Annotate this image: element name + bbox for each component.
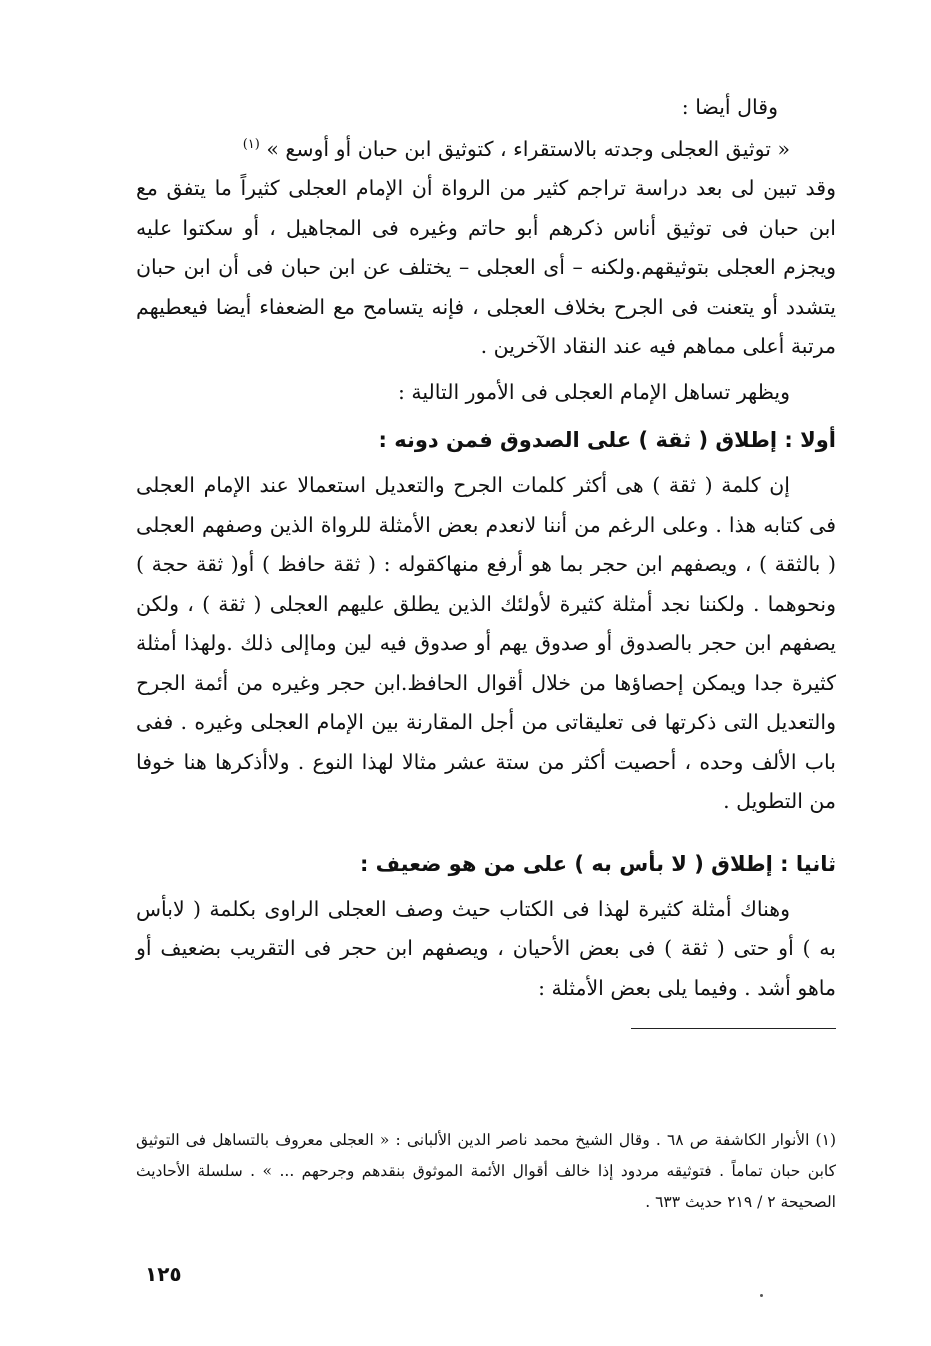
footnote-1: (١) الأنوار الكاشفة ص ٦٨ . وقال الشيخ محمد ناصر الدين الألبانى : « العجلى معروف بالتساهل فى التوثيق كابن حبان تماماً . فتوثيقه مردود إذا خالف أقوال الأئمة الموثوق بنقدهم وجرحهم ... » . سلسلة الأحاديث الصحيحة ٢ / ٢١٩ حديث ٦٣٣ .: [136, 1131, 836, 1211]
body-paragraph-3: إن كلمة ( ثقة ) هى أكثر كلمات الجرح والتعديل استعمالا عند الإمام العجلى فى كتابه هذا . وعلى الرغم من أننا لانعدم بعض الأمثلة للرواة الذين وصفهم العجلى ( بالثقة ) ، ويصفهم ابن حجر بما هو أرفع منهاكقوله : ( ثقة حافظ ) أو( ثقة حجة ) ونحوهما . ولكننا نجد أمثلة كثيرة لأولئك الذين يطلق عليهم العجلى ( ثقة ) ، ولكن يصفهم ابن حجر بالصدوق أو صدوق يهم أو صدوق فيه لين وماإلى ذلك .ولهذا أمثلة كثيرة جدا ويمكن إحصاؤها من خلال أقوال الحافظ.ابن حجر وغيره من أئمة الجرح والتعديل التى ذكرتها فى تعليقاتى من أجل المقارنة بين الإمام العجلى وغيره . ففى باب الألف وحده ، أحصيت أكثر من ستة عشر مثالا لهذا النوع . ولاأذكرها هنا خوفا من التطويل .: [136, 473, 836, 813]
quote-paragraph: [136, 130, 836, 170]
body-paragraph-4: وهناك أمثلة كثيرة لهذا فى الكتاب حيث وصف العجلى الراوى بكلمة ( لابأس به ) أو حتى ( ثقة ) فى بعض الأحيان ، ويصفهم ابن حجر فى التقريب بضعيف أو ماهو أشد . وفيما يلى بعض الأمثلة :: [136, 896, 836, 1000]
footnote-reference[interactable]: (١): [242, 136, 260, 152]
footnotes: [136, 1125, 836, 1218]
body-paragraph-1: وقد تبين لى بعد دراسة تراجم كثير من الرواة أن الإمام العجلى كثيراً ما يتفق مع ابن حبان فى توثيق أناس ذكرهم أبو حاتم وغيره فى المجاهيل ، أو سكتوا عليه ويجزم العجلى بتوثيقهم.ولكنه – أى العجلى – يختلف عن ابن حبان فى أن ابن حبان يتشدد أو يتعنت فى الجرح بخلاف العجلى ، فإنه يتسامح مع الضعفاء أيضا فيعطيهم مرتبة أعلى مماهم فيه عند النقاد الآخرين .: [136, 176, 836, 358]
page-number: ١٢٥: [145, 1262, 182, 1286]
footnote-divider: [631, 1028, 836, 1029]
main-text: [136, 88, 836, 1029]
body-paragraph-2: ويظهر تساهل الإمام العجلى فى الأمور التالية :: [397, 379, 790, 404]
intro-label: وقال أيضا :: [681, 95, 778, 119]
quote-text: « توثيق العجلى وجدته بالاستقراء ، كتوثيق ابن حبان أو أوسع »: [266, 136, 790, 161]
scan-dot: [760, 1294, 763, 1297]
section-heading-2: ثانيا : إطلاق ( لا بأس به ) على من هو ضعيف :: [359, 851, 836, 876]
section-heading-1: أولا : إطلاق ( ثقة ) على الصدوق فمن دونه :: [378, 428, 836, 452]
